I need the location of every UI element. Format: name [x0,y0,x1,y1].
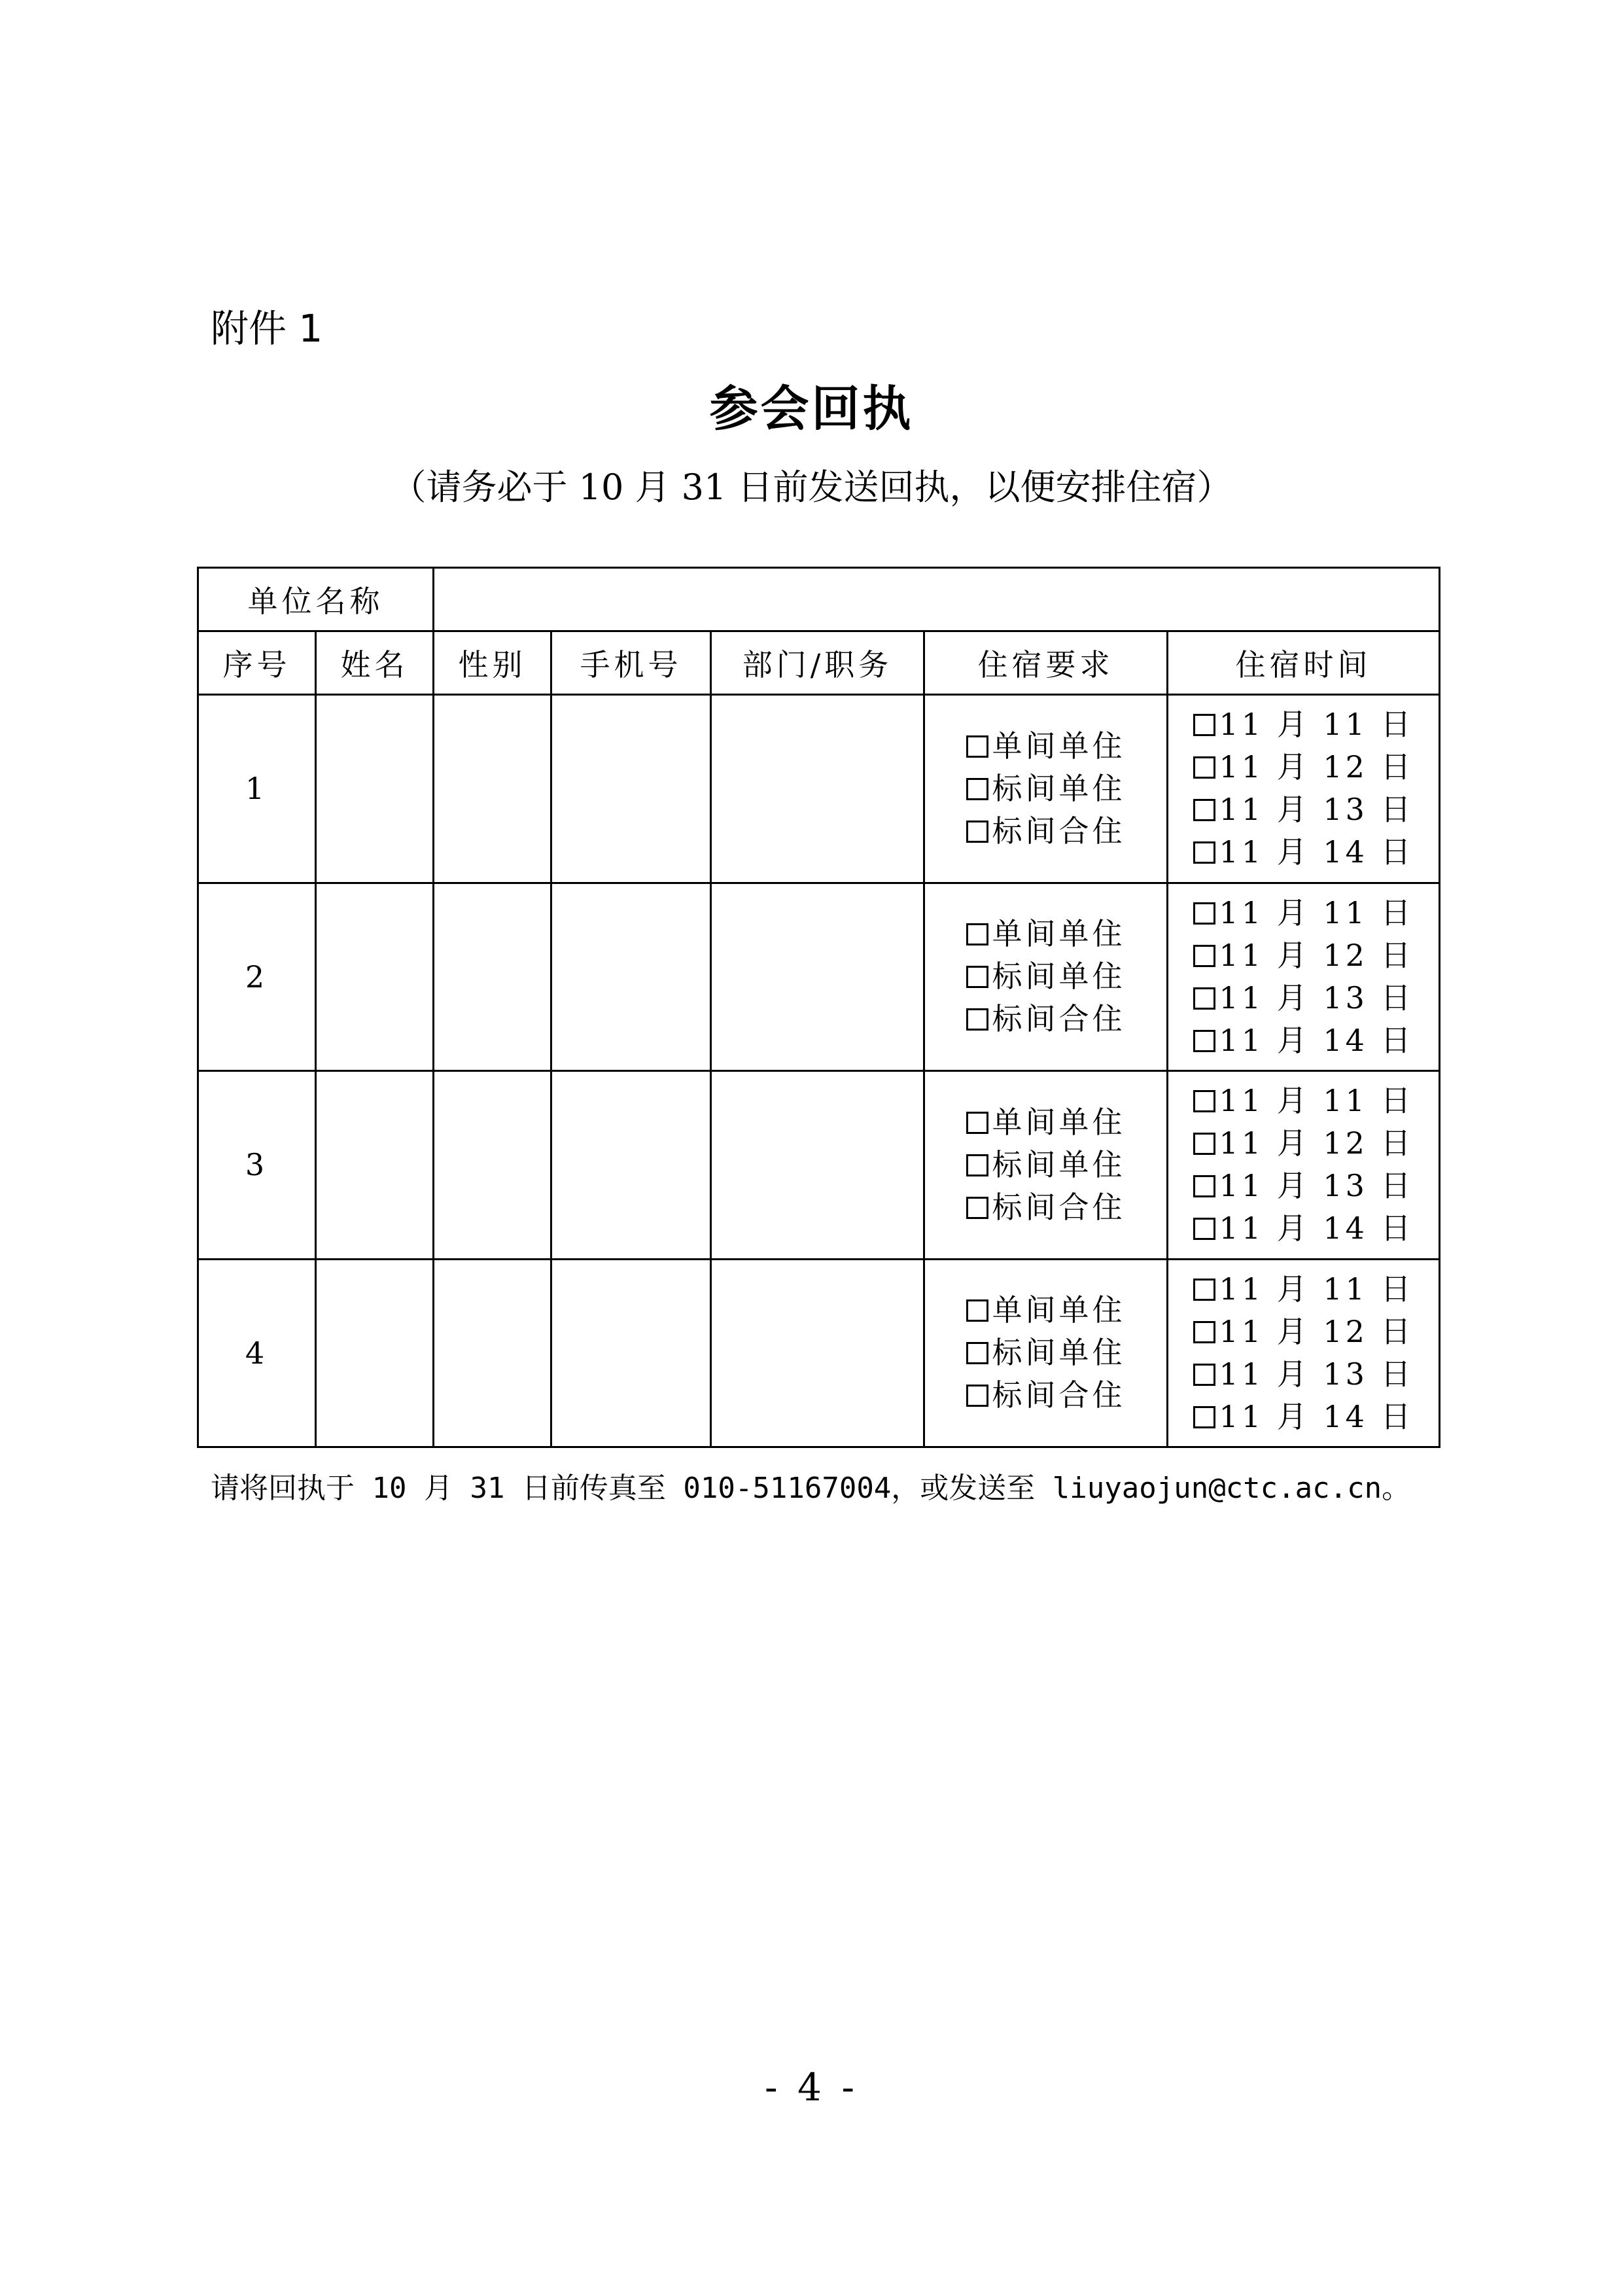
participant-row [198,695,1440,883]
checkbox[interactable] [966,1154,988,1176]
date-options [1168,695,1440,883]
checkbox[interactable] [1193,841,1215,864]
checkbox-option[interactable] [1193,934,1414,977]
header-seq: 序号 [198,631,316,695]
header-dates: 住宿时间 [1168,631,1440,695]
checkbox-option[interactable] [1193,892,1414,934]
participant-row [198,1259,1440,1447]
checkbox[interactable] [966,923,988,945]
checkbox-label: 标间合住 [992,1377,1126,1413]
checkbox[interactable] [966,1342,988,1364]
checkbox-option[interactable] [966,725,1126,768]
checkbox-option[interactable] [966,1332,1126,1374]
dept-field[interactable] [711,1071,924,1259]
checkbox-option[interactable] [1193,703,1414,746]
checkbox[interactable] [966,1008,988,1031]
lodging-options [924,695,1168,883]
unit-name-label: 单位名称 [198,568,434,631]
header-name: 姓名 [316,631,434,695]
participant-row [198,883,1440,1070]
checkbox-option[interactable] [1193,1019,1414,1062]
checkbox-option[interactable] [966,998,1126,1040]
checkbox[interactable] [966,735,988,758]
checkbox[interactable] [966,1112,988,1134]
page-number: - 4 - [765,2065,858,2110]
checkbox[interactable] [1193,945,1215,967]
checkbox-label: 11 月 13 日 [1219,980,1414,1016]
dept-field[interactable] [711,1259,924,1447]
checkbox-label: 标间单住 [992,959,1126,995]
checkbox-label: 单间单住 [992,1104,1126,1140]
name-field[interactable] [316,695,434,883]
checkbox-option[interactable] [1193,977,1414,1019]
checkbox-label: 11 月 11 日 [1219,707,1414,743]
date-options [1168,1259,1440,1447]
header-phone: 手机号 [551,631,711,695]
checkbox[interactable] [1193,1133,1215,1155]
checkbox-option[interactable] [1193,788,1414,831]
checkbox[interactable] [1193,987,1215,1010]
checkbox-option[interactable] [1193,1122,1414,1165]
checkbox-option[interactable] [1193,1311,1414,1353]
checkbox-option[interactable] [966,1186,1126,1229]
checkbox[interactable] [966,1299,988,1322]
lodging-options [924,1259,1168,1447]
checkbox[interactable] [1193,902,1215,925]
participant-row [198,1071,1440,1259]
date-options [1168,1071,1440,1259]
unit-name-field[interactable] [434,568,1440,631]
checkbox[interactable] [966,966,988,988]
name-field[interactable] [316,1071,434,1259]
checkbox[interactable] [1193,1218,1215,1240]
row-seq: 4 [198,1259,316,1447]
name-field[interactable] [316,1259,434,1447]
checkbox-label: 11 月 12 日 [1219,1313,1414,1349]
checkbox-option[interactable] [1193,1396,1414,1438]
checkbox-option[interactable] [966,768,1126,810]
checkbox-option[interactable] [966,1101,1126,1144]
checkbox[interactable] [1193,1364,1215,1386]
checkbox[interactable] [1193,1090,1215,1112]
checkbox[interactable] [1193,756,1215,779]
checkbox-label: 标间合住 [992,813,1126,849]
checkbox[interactable] [1193,1175,1215,1197]
checkbox[interactable] [966,778,988,800]
checkbox-option[interactable] [966,810,1126,853]
header-row [198,631,1440,695]
checkbox-label: 11 月 12 日 [1219,1125,1414,1161]
checkbox-label: 11 月 13 日 [1219,792,1414,828]
checkbox[interactable] [966,1385,988,1407]
lodging-options [924,883,1168,1070]
checkbox-option[interactable] [966,1144,1126,1186]
header-gender: 性别 [434,631,551,695]
gender-field[interactable] [434,883,551,1070]
checkbox-option[interactable] [966,955,1126,998]
checkbox[interactable] [1193,1279,1215,1301]
phone-field[interactable] [551,883,711,1070]
row-seq: 2 [198,883,316,1070]
checkbox-label: 标间合住 [992,1001,1126,1037]
checkbox-label: 单间单住 [992,916,1126,952]
gender-field[interactable] [434,695,551,883]
lodging-options [924,1071,1168,1259]
dept-field[interactable] [711,883,924,1070]
checkbox-option[interactable] [966,1374,1126,1417]
checkbox-option[interactable] [966,1289,1126,1332]
checkbox-label: 11 月 11 日 [1219,1083,1414,1119]
checkbox[interactable] [1193,1406,1215,1428]
checkbox-option[interactable] [1193,746,1414,788]
checkbox-label: 11 月 11 日 [1219,1271,1414,1307]
checkbox-label: 11 月 14 日 [1219,1210,1414,1246]
header-lodging: 住宿要求 [924,631,1168,695]
checkbox-label: 标间单住 [992,770,1126,806]
checkbox-label: 11 月 14 日 [1219,1398,1414,1434]
registration-form-table [197,567,1440,1448]
checkbox-label: 标间单住 [992,1335,1126,1371]
row-seq: 1 [198,695,316,883]
gender-field[interactable] [434,1259,551,1447]
checkbox[interactable] [1193,714,1215,736]
checkbox-option[interactable] [1193,1165,1414,1207]
footnote: 请将回执于 10 月 31 日前传真至 010-51167004，或发送至 liuyaojun@ctc.ac.cn。 [211,1472,1411,1505]
checkbox[interactable] [1193,1321,1215,1343]
checkbox-label: 11 月 13 日 [1219,1356,1414,1392]
gender-field[interactable] [434,1071,551,1259]
checkbox-label: 11 月 12 日 [1219,749,1414,785]
checkbox-label: 11 月 14 日 [1219,834,1414,870]
date-options [1168,883,1440,1070]
header-dept: 部门/职务 [711,631,924,695]
checkbox[interactable] [966,1197,988,1219]
checkbox-label: 11 月 12 日 [1219,937,1414,973]
attachment-label: 附件 1 [211,306,323,351]
checkbox-label: 单间单住 [992,728,1126,764]
checkbox-label: 标间合住 [992,1189,1126,1225]
checkbox-label: 11 月 14 日 [1219,1022,1414,1058]
unit-row [198,568,1440,631]
phone-field[interactable] [551,695,711,883]
checkbox-option[interactable] [1193,1268,1414,1311]
checkbox[interactable] [966,821,988,843]
checkbox-option[interactable] [1193,1353,1414,1396]
checkbox-option[interactable] [966,913,1126,955]
checkbox[interactable] [1193,1030,1215,1052]
checkbox-label: 11 月 13 日 [1219,1168,1414,1204]
checkbox-option[interactable] [1193,1207,1414,1250]
name-field[interactable] [316,883,434,1070]
checkbox-label: 11 月 11 日 [1219,894,1414,930]
page-subtitle: （请务必于 10 月 31 日前发送回执，以便安排住宿） [391,467,1232,508]
checkbox[interactable] [1193,799,1215,821]
phone-field[interactable] [551,1259,711,1447]
checkbox-label: 单间单住 [992,1292,1126,1328]
page-title: 参会回执 [709,381,914,437]
checkbox-option[interactable] [1193,831,1414,874]
row-seq: 3 [198,1071,316,1259]
checkbox-label: 标间单住 [992,1146,1126,1182]
phone-field[interactable] [551,1071,711,1259]
checkbox-option[interactable] [1193,1080,1414,1122]
dept-field[interactable] [711,695,924,883]
